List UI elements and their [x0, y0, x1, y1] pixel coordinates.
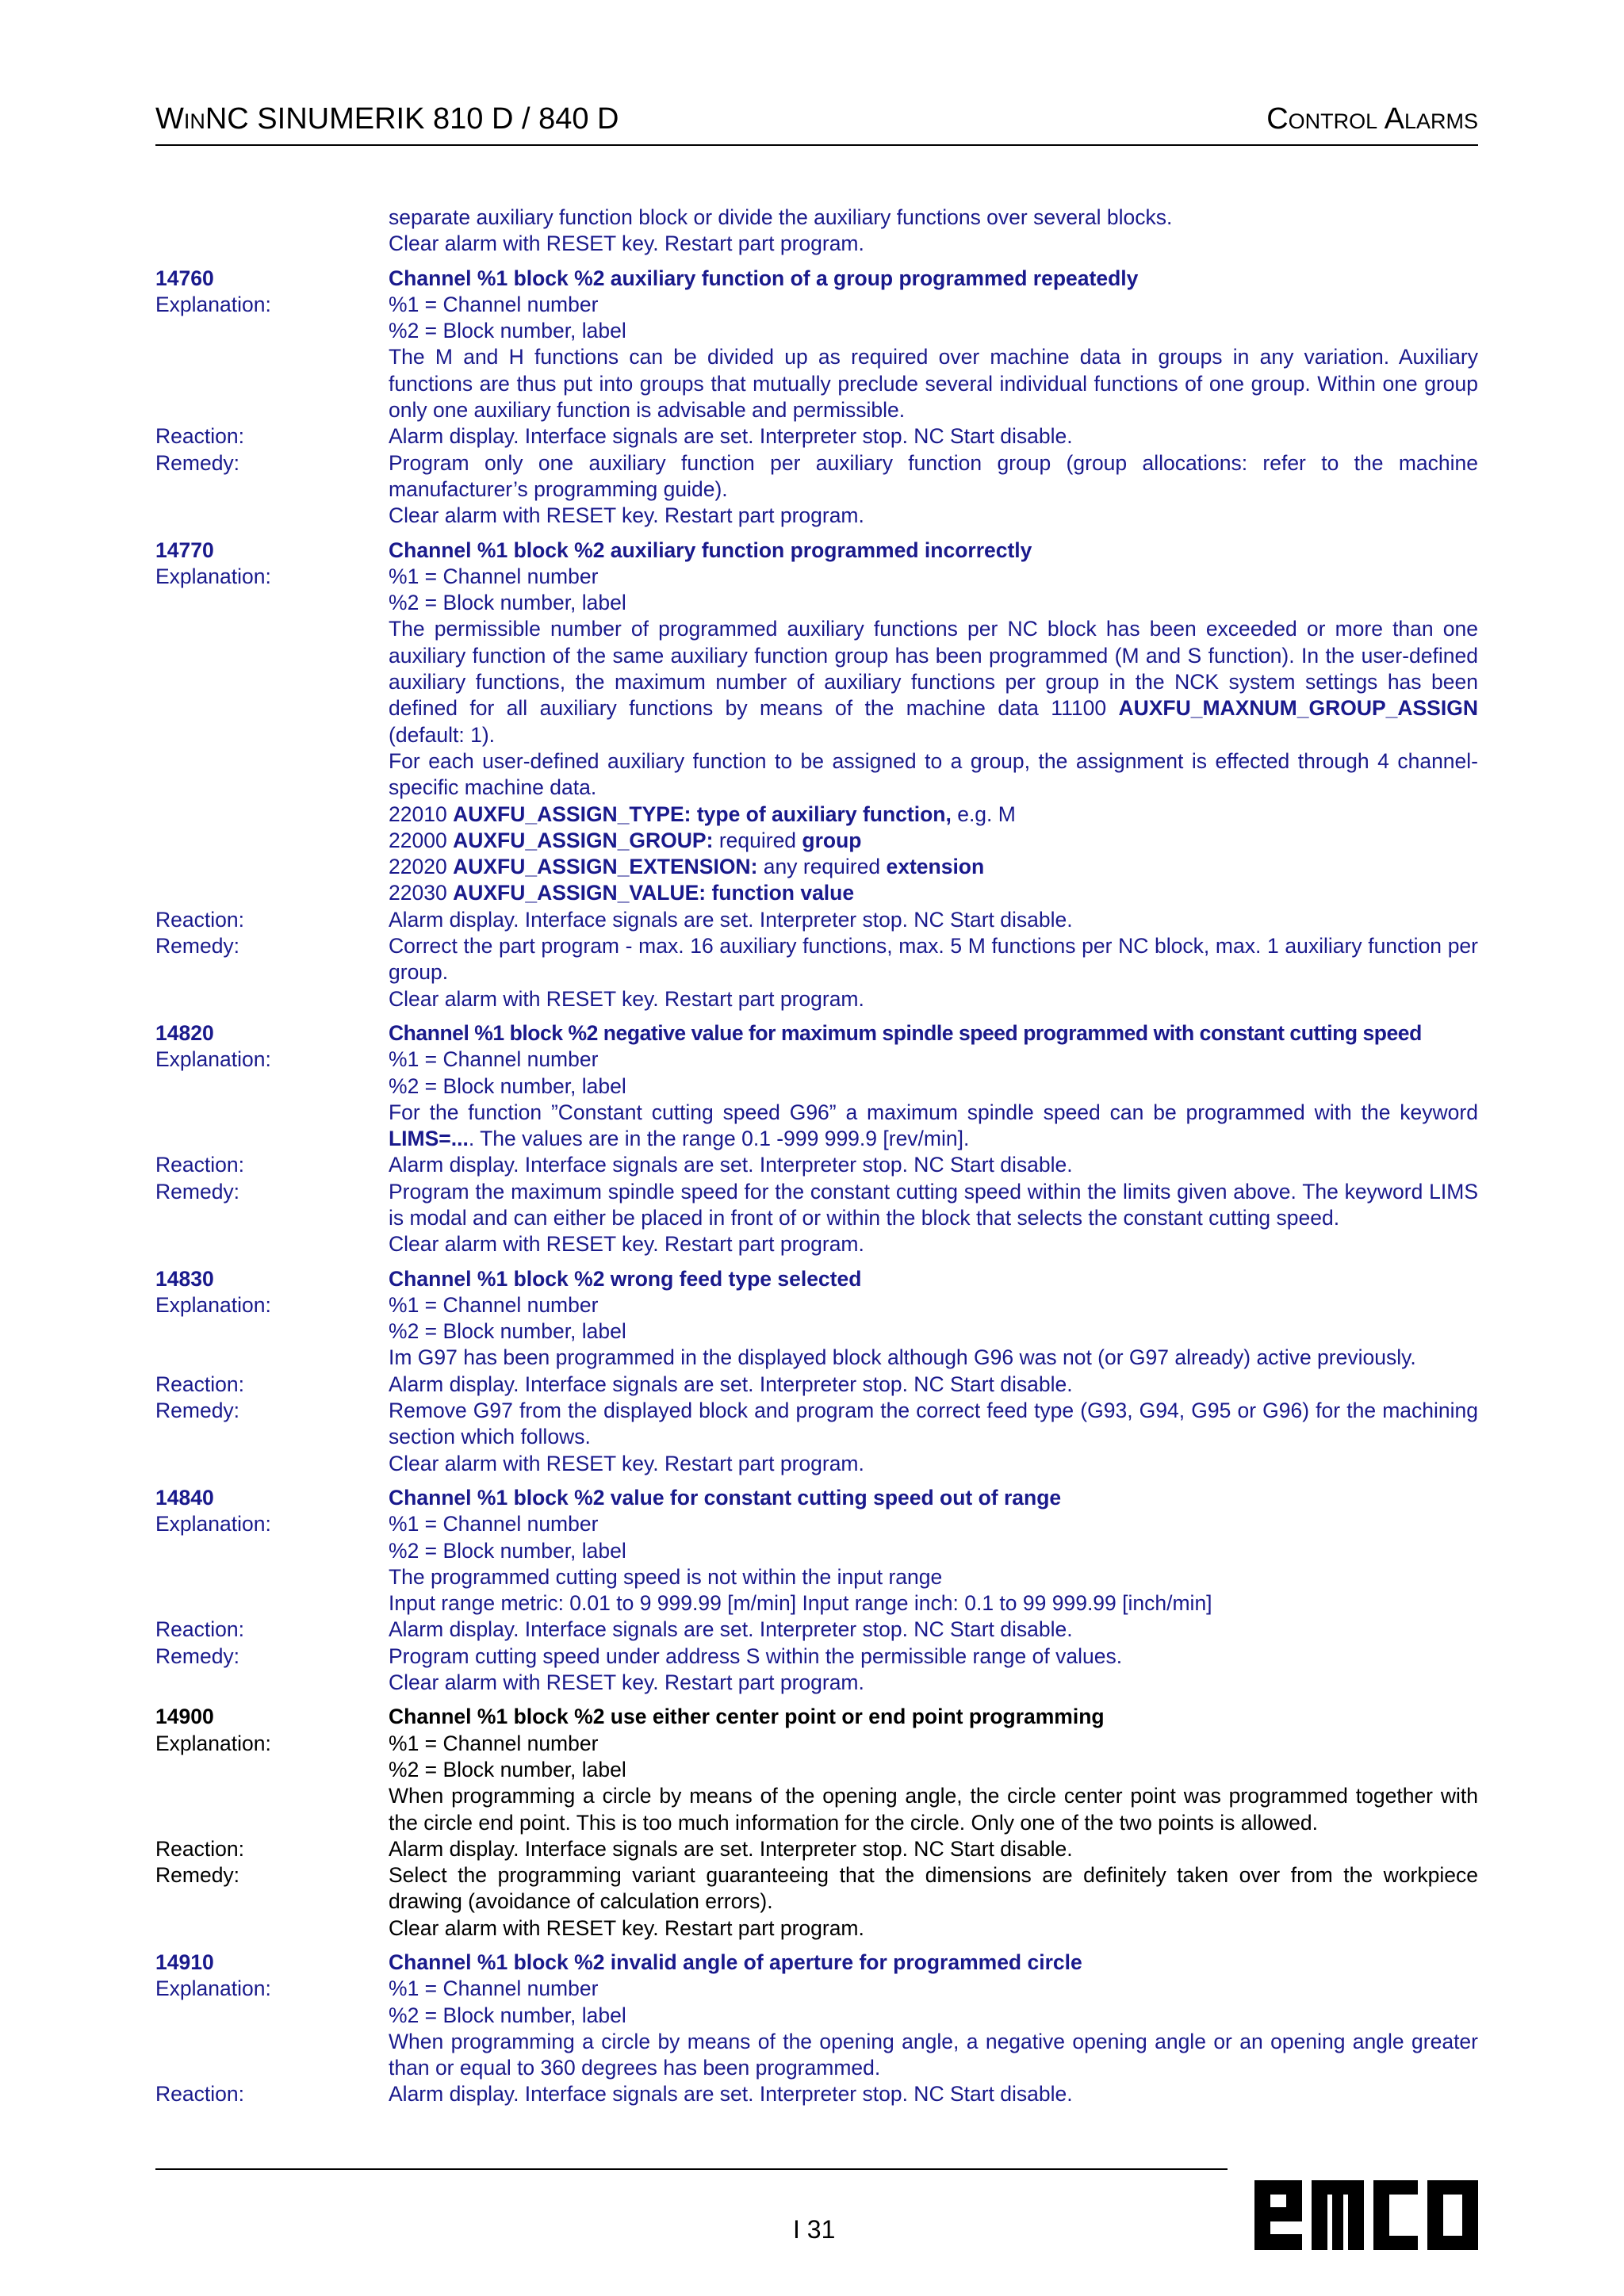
- machine-data-name: AUXFU_MAXNUM_GROUP_ASSIGN: [1118, 696, 1478, 721]
- explanation-label: Explanation:: [155, 1047, 271, 1072]
- machine-data-row: [155, 828, 1478, 854]
- param-row: [155, 1318, 1478, 1345]
- remedy-label: Remedy:: [155, 1179, 240, 1203]
- param-2: %2 = Block number, label: [389, 1073, 626, 1098]
- alarm-code: 14840: [155, 1485, 214, 1510]
- remedy-label: Remedy:: [155, 450, 240, 475]
- alarm-14840-header: [155, 1485, 1478, 1511]
- param-1: %1 = Channel number: [389, 1731, 599, 1755]
- explanation-row: [155, 1976, 1478, 2002]
- param-2: %2 = Block number, label: [389, 319, 626, 343]
- alarm-14820-header: [155, 1020, 1478, 1047]
- remedy-text: Correct the part program - max. 16 auxiliary functions, max. 5 M functions per NC block, max. 1 auxiliary function per group.: [389, 934, 1478, 985]
- param-1: %1 = Channel number: [389, 1976, 599, 2001]
- remedy-row: [155, 1862, 1478, 1915]
- remedy-row: [155, 933, 1478, 986]
- intro-row-1: [155, 205, 1478, 231]
- explanation-label: Explanation:: [155, 564, 271, 588]
- remedy-label: Remedy:: [155, 934, 240, 959]
- remedy-label: Remedy:: [155, 1644, 240, 1668]
- alarm-code: 14770: [155, 538, 214, 562]
- explanation-text-row: [155, 1564, 1478, 1590]
- intro-clear: Clear alarm with RESET key. Restart part program.: [389, 232, 864, 256]
- explanation-row: [155, 1731, 1478, 1757]
- explanation-text: When programming a circle by means of the opening angle, the circle center point was programmed together with the circle end point. This is too much information for the circle. Only one of the two points is allowed.: [389, 1784, 1478, 1835]
- param-1: %1 = Channel number: [389, 292, 599, 316]
- param-2: %2 = Block number, label: [389, 1757, 626, 1781]
- explanation-text-row: [155, 1590, 1478, 1617]
- param-row: [155, 1757, 1478, 1783]
- reaction-text: Alarm display. Interface signals are set. Interpreter stop. NC Start disable.: [389, 2082, 1073, 2107]
- explanation-label: Explanation:: [155, 1512, 271, 1536]
- header-title: WinNC SINUMERIK 810 D / 840 D: [155, 102, 619, 136]
- param-2: %2 = Block number, label: [389, 591, 626, 615]
- emco-logo: [1254, 2174, 1478, 2250]
- reaction-row: [155, 1617, 1478, 1643]
- alarm-title: Channel %1 block %2 auxiliary function programmed incorrectly: [389, 538, 1032, 562]
- clear-row: [155, 986, 1478, 1012]
- explanation-text: The permissible number of programmed auxiliary functions per NC block has been exceeded or more than one auxiliary function of the same auxiliary function group has been programmed (M and S function). In the user-defined auxiliary functions, the maximum number of auxiliary functions per group in the NCK system settings has been defined for all auxiliary functions by means of the machine data 11100 AUXFU_MAXNUM_GROUP_ASSIGN (default: 1).: [389, 617, 1478, 747]
- explanation-label: Explanation:: [155, 1292, 271, 1317]
- param-1: %1 = Channel number: [389, 1512, 599, 1536]
- reaction-text: Alarm display. Interface signals are set. Interpreter stop. NC Start disable.: [389, 1372, 1073, 1396]
- reaction-text: Alarm display. Interface signals are set. Interpreter stop. NC Start disable.: [389, 907, 1073, 932]
- clear-text: Clear alarm with RESET key. Restart part program.: [389, 1451, 864, 1475]
- reaction-row: [155, 2081, 1478, 2107]
- page-number: I 31: [793, 2215, 836, 2244]
- clear-text: Clear alarm with RESET key. Restart part program.: [389, 986, 864, 1011]
- explanation-row: [155, 292, 1478, 318]
- param-row: [155, 1073, 1478, 1100]
- reaction-row: [155, 1836, 1478, 1862]
- machine-data-item: 22020 AUXFU_ASSIGN_EXTENSION: any required extension: [389, 855, 985, 879]
- machine-data-row: [155, 802, 1478, 828]
- remedy-row: [155, 1644, 1478, 1670]
- machine-data-item: 22030 AUXFU_ASSIGN_VALUE: function value: [389, 881, 855, 905]
- alarm-14910-header: [155, 1950, 1478, 1976]
- footer-divider: [155, 2168, 1228, 2170]
- alarm-title: Channel %1 block %2 value for constant cutting speed out of range: [389, 1485, 1062, 1510]
- remedy-label: Remedy:: [155, 1399, 240, 1423]
- remedy-text: Select the programming variant guaranteeing that the dimensions are definitely taken over from the workpiece drawing (avoidance of calculation errors).: [389, 1863, 1478, 1914]
- alarm-code: 14820: [155, 1020, 214, 1045]
- explanation-text-row: [155, 1345, 1478, 1371]
- param-row: [155, 2003, 1478, 2029]
- explanation-text-row: [155, 748, 1478, 802]
- explanation-text: When programming a circle by means of the opening angle, a negative opening angle or an opening angle greater than or equal to 360 degrees has been programmed.: [389, 2029, 1478, 2080]
- page-header: [155, 95, 1478, 146]
- explanation-row: [155, 1047, 1478, 1073]
- reaction-label: Reaction:: [155, 907, 244, 932]
- param-row: [155, 590, 1478, 616]
- clear-text: Clear alarm with RESET key. Restart part program.: [389, 1232, 864, 1257]
- clear-row: [155, 1915, 1478, 1942]
- reaction-row: [155, 907, 1478, 933]
- clear-row: [155, 503, 1478, 529]
- reaction-row: [155, 1152, 1478, 1178]
- explanation-label: Explanation:: [155, 1731, 271, 1755]
- explanation-text: Im G97 has been programmed in the displayed block although G96 was not (or G97 already) active previously.: [389, 1345, 1416, 1370]
- clear-text: Clear alarm with RESET key. Restart part program.: [389, 1670, 864, 1695]
- remedy-text: Remove G97 from the displayed block and program the correct feed type (G93, G94, G95 or G96) for the machining section which follows.: [389, 1399, 1478, 1449]
- explanation-text-row: [155, 344, 1478, 423]
- reaction-row: [155, 423, 1478, 450]
- explanation-row: [155, 1511, 1478, 1537]
- explanation-row: [155, 1292, 1478, 1318]
- reaction-text: Alarm display. Interface signals are set. Interpreter stop. NC Start disable.: [389, 1617, 1073, 1642]
- reaction-text: Alarm display. Interface signals are set. Interpreter stop. NC Start disable.: [389, 1153, 1073, 1177]
- explanation-text-2: For each user-defined auxiliary function to be assigned to a group, the assignment is effected through 4 channel-specific machine data.: [389, 748, 1478, 800]
- reaction-label: Reaction:: [155, 1153, 244, 1177]
- machine-data-row: [155, 854, 1478, 880]
- explanation-text: For the function ”Constant cutting speed G96” a maximum spindle speed can be programmed with the keyword LIMS=.... The values are in the range 0.1 -999 999.9 [rev/min].: [389, 1100, 1478, 1151]
- remedy-row: [155, 1179, 1478, 1232]
- explanation-text-row: [155, 1783, 1478, 1836]
- alarm-code: 14760: [155, 266, 214, 290]
- reaction-text: Alarm display. Interface signals are set. Interpreter stop. NC Start disable.: [389, 1836, 1073, 1861]
- remedy-row: [155, 1398, 1478, 1451]
- alarm-title: Channel %1 block %2 use either center point or end point programming: [389, 1705, 1105, 1729]
- alarm-title: Channel %1 block %2 invalid angle of aperture for programmed circle: [389, 1950, 1082, 1974]
- alarm-code: 14900: [155, 1705, 214, 1729]
- param-2: %2 = Block number, label: [389, 1319, 626, 1344]
- param-row: [155, 318, 1478, 344]
- input-range-text: Input range metric: 0.01 to 9 999.99 [m/min] Input range inch: 0.1 to 99 999.99 [inch/min]: [389, 1591, 1212, 1616]
- param-2: %2 = Block number, label: [389, 1538, 626, 1563]
- remedy-text: Program the maximum spindle speed for the constant cutting speed within the limits given above. The keyword LIMS is modal and can either be placed in front of or within the block that selects the constant cutting speed.: [389, 1179, 1478, 1230]
- alarm-14900-header: [155, 1704, 1478, 1730]
- explanation-text-row: [155, 616, 1478, 748]
- param-1: %1 = Channel number: [389, 1047, 599, 1072]
- clear-text: Clear alarm with RESET key. Restart part program.: [389, 1915, 864, 1940]
- reaction-text: Alarm display. Interface signals are set. Interpreter stop. NC Start disable.: [389, 424, 1073, 449]
- remedy-text: Program only one auxiliary function per auxiliary function group (group allocations: refer to the machine manufacturer’s programming guide).: [389, 450, 1478, 501]
- remedy-row: [155, 450, 1478, 503]
- explanation-text: The programmed cutting speed is not within the input range: [389, 1564, 943, 1589]
- clear-row: [155, 1670, 1478, 1696]
- alarm-14760-header: [155, 266, 1478, 292]
- reaction-label: Reaction:: [155, 424, 244, 449]
- reaction-row: [155, 1372, 1478, 1398]
- explanation-text-row: [155, 2029, 1478, 2082]
- alarm-title: Channel %1 block %2 negative value for maximum spindle speed programmed with constant cutting speed: [389, 1020, 1422, 1045]
- alarm-14830-header: [155, 1266, 1478, 1292]
- clear-text: Clear alarm with RESET key. Restart part program.: [389, 503, 864, 528]
- header-section: Control Alarms: [1266, 102, 1478, 136]
- reaction-label: Reaction:: [155, 1617, 244, 1642]
- clear-row: [155, 1451, 1478, 1477]
- keyword: LIMS=...: [389, 1127, 469, 1151]
- intro-text: separate auxiliary function block or divide the auxiliary functions over several blocks.: [389, 205, 1173, 229]
- param-2: %2 = Block number, label: [389, 2003, 626, 2027]
- machine-data-item: 22000 AUXFU_ASSIGN_GROUP: required group: [389, 828, 862, 852]
- param-1: %1 = Channel number: [389, 564, 599, 588]
- explanation-row: [155, 564, 1478, 590]
- explanation-text-row: [155, 1100, 1478, 1153]
- explanation-text: The M and H functions can be divided up as required over machine data in groups in any variation. Auxiliary functions are thus put into groups that mutually preclude several individual functions of one group. Within one group only one auxiliary function is advisable and permissible.: [389, 345, 1478, 423]
- machine-data-item: 22010 AUXFU_ASSIGN_TYPE: type of auxiliary function, e.g. M: [389, 802, 1016, 826]
- explanation-label: Explanation:: [155, 292, 271, 316]
- alarm-list: [155, 205, 1478, 2108]
- intro-row-2: [155, 231, 1478, 257]
- reaction-label: Reaction:: [155, 2082, 244, 2107]
- param-row: [155, 1538, 1478, 1564]
- reaction-label: Reaction:: [155, 1372, 244, 1396]
- alarm-title: Channel %1 block %2 wrong feed type selected: [389, 1266, 862, 1291]
- param-1: %1 = Channel number: [389, 1292, 599, 1317]
- alarm-title: Channel %1 block %2 auxiliary function of a group programmed repeatedly: [389, 266, 1139, 290]
- machine-data-row: [155, 880, 1478, 906]
- alarm-code: 14830: [155, 1266, 214, 1291]
- remedy-label: Remedy:: [155, 1863, 240, 1888]
- reaction-label: Reaction:: [155, 1836, 244, 1861]
- alarm-14770-header: [155, 538, 1478, 564]
- explanation-label: Explanation:: [155, 1976, 271, 2001]
- remedy-text: Program cutting speed under address S within the permissible range of values.: [389, 1644, 1123, 1668]
- clear-row: [155, 1231, 1478, 1257]
- alarm-code: 14910: [155, 1950, 214, 1974]
